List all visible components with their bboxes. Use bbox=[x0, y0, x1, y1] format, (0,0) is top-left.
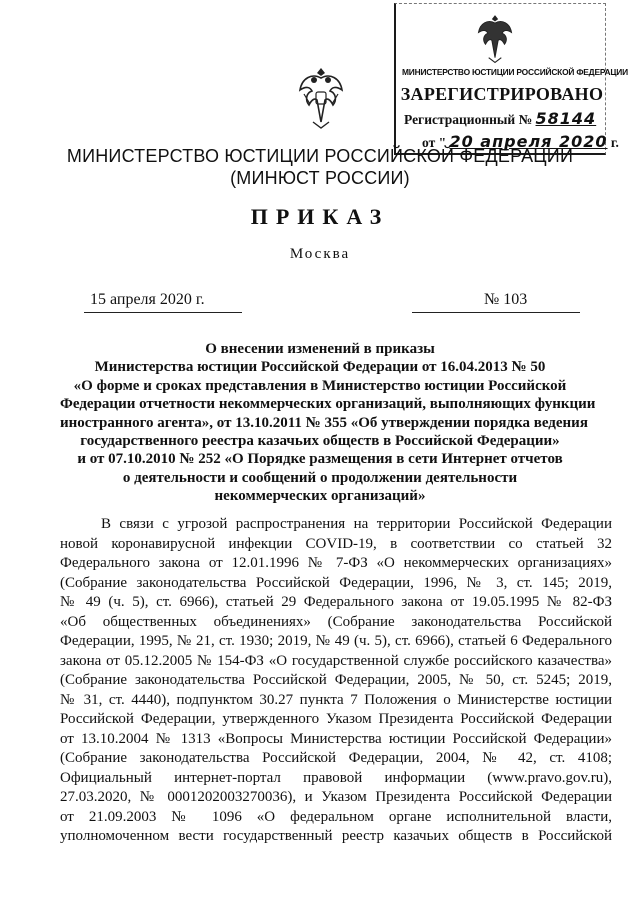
title-line: Федерации отчетности некоммерческих организаций, выполняющих функции bbox=[60, 396, 596, 413]
stamp-reg-number: 58144 bbox=[535, 109, 597, 128]
stamp-ministry: МИНИСТЕРСТВО ЮСТИЦИИ РОССИЙСКОЙ ФЕДЕРАЦИИ bbox=[402, 67, 628, 77]
ministry-name: МИНИСТЕРСТВО ЮСТИЦИИ РОССИЙСКОЙ ФЕДЕРАЦИИ bbox=[66, 146, 574, 166]
body-line: (Собрание законодательства Российской Федерации, 2005, № 50, ст. 5245; 2019, bbox=[60, 672, 612, 688]
body-line: от 21.09.2003 № 1096 «О федеральном органе исполнительной власти, bbox=[60, 808, 612, 825]
title-line: иностранного агента», от 13.10.2011 № 355 «Об утверждении порядка ведения bbox=[60, 414, 588, 431]
date-underline bbox=[84, 312, 242, 313]
order-title bbox=[60, 340, 596, 506]
body-line: 27.03.2020, № 0001202003270036), и Указом Президента Российской Федерации bbox=[60, 789, 612, 805]
coat-of-arms-icon bbox=[298, 64, 344, 130]
body-line: Федерации, 1995, № 21, ст. 1930; 2019, № 49 (ч. 5), ст. 6966), статьей 6 Федерального bbox=[60, 633, 612, 649]
stamp-coat-of-arms-icon bbox=[476, 12, 514, 64]
body-line: уполномоченном вести государственный реестр казачьих обществ в Российской bbox=[60, 828, 612, 844]
title-line: некоммерческих организаций» bbox=[214, 488, 426, 505]
city: Москва bbox=[289, 246, 351, 262]
title-line: и от 07.10.2010 № 252 «О Порядке размещения в сети Интернет отчетов bbox=[77, 451, 563, 468]
body-line: № 31, ст. 4440), подпунктом 30.27 пункта 7 Положения о Министерстве юстиции bbox=[60, 691, 612, 708]
order-number: № 103 bbox=[484, 291, 528, 308]
order-body bbox=[60, 515, 612, 847]
title-line: «О форме и сроках представления в Министерство юстиции Российской bbox=[73, 377, 567, 394]
number-underline bbox=[412, 312, 580, 313]
body-line: В связи с угрозой распространения на территории Российской Федерации bbox=[101, 516, 612, 532]
title-line: О внесении изменений в приказы bbox=[205, 341, 435, 357]
body-line: Федерального закона от 12.01.1996 № 7-ФЗ «О некоммерческих организациях» bbox=[60, 555, 612, 571]
body-line: Российской Федерации, утвержденного Указом Президента Российской Федерации bbox=[60, 711, 612, 727]
registration-stamp bbox=[394, 3, 628, 155]
stamp-date-suffix: г. bbox=[610, 135, 619, 150]
body-line: «Об общественных объединениях» (Собрание законодательства Российской bbox=[60, 613, 612, 630]
stamp-registration-number bbox=[404, 109, 596, 128]
stamp-date-value: 20 апреля 2020 bbox=[449, 132, 608, 151]
title-line: Министерства юстиции Российской Федерации от 16.04.2013 № 50 bbox=[94, 359, 546, 376]
body-line: Официальный интернет-портал правовой информации (www.pravo.gov.ru), bbox=[60, 769, 612, 786]
order-date: 15 апреля 2020 г. bbox=[90, 291, 205, 308]
body-line: № 49 (ч. 5), ст. 6966), статьей 29 Федерального закона от 19.05.1995 № 82-ФЗ bbox=[60, 594, 612, 610]
stamp-reg-label: Регистрационный № bbox=[404, 112, 533, 127]
body-line: (Собрание законодательства Российской Федерации, 2004, № 42, ст. 4108; bbox=[60, 750, 612, 766]
ministry-short-name: (МИНЮСТ РОССИИ) bbox=[230, 168, 410, 188]
stamp-date-prefix: от " bbox=[422, 135, 447, 150]
title-line: государственного реестра казачьих обществ в Российской Федерации» bbox=[80, 433, 560, 450]
body-line: от 13.10.2004 № 1313 «Вопросы Министерства юстиции Российской Федерации» bbox=[60, 730, 612, 747]
document-type: ПРИКАЗ bbox=[250, 204, 390, 229]
body-line: закона от 05.12.2005 № 154-ФЗ «О государственной службе российского казачества» bbox=[60, 652, 612, 669]
title-line: о деятельности и сообщений о продолжении деятельности bbox=[122, 469, 518, 486]
body-line: (Собрание законодательства Российской Федерации, 1996, № 3, ст. 145; 2019, bbox=[60, 574, 612, 591]
body-line: новой коронавирусной инфекции COVID-19, в соответствии со статьей 32 bbox=[60, 535, 612, 552]
stamp-registered: ЗАРЕГИСТРИРОВАНО bbox=[400, 84, 604, 104]
